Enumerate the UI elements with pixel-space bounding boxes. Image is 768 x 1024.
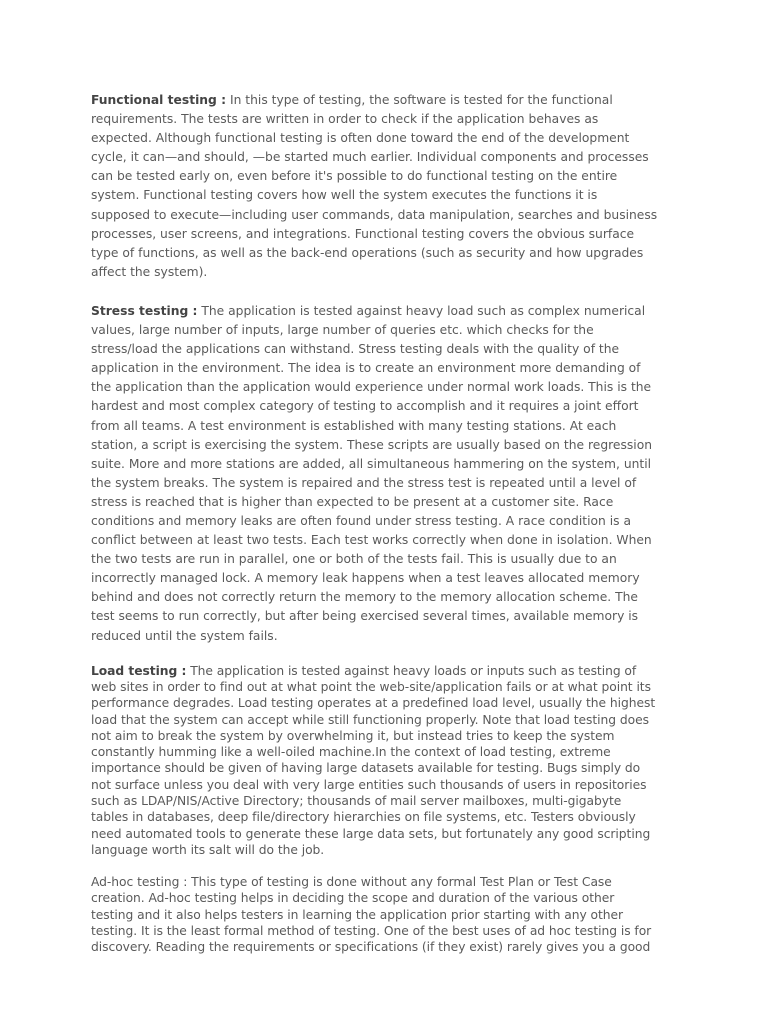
body-adhoc-testing: This type of testing is done without any formal Test Plan or Test Case creation. Ad-hoc testing helps in deciding the scope and duration of the various other testing and it also helps testers in learning the application prior starting with any other testing. It is the least formal method of testing. One of the best uses of ad hoc testing is for discovery. Reading the requirements or specifications (if they exist) rarely gives you a good [91,875,652,955]
paragraph-load-testing [91,663,659,859]
term-adhoc-testing: Ad-hoc testing : [91,875,188,890]
document-page [91,91,659,956]
term-stress-testing: Stress testing : [91,303,198,318]
paragraph-adhoc-testing [91,874,659,955]
body-functional-testing: In this type of testing, the software is tested for the functional requirements. The tests are written in order to check if the application behaves as expected. Although functional testing is often done toward the end of the development cycle, it can—and should, —be started much earlier. Individual components and processes can be tested early on, even before it's possible to do functional testing on the entire system. Functional testing covers how well the system executes the functions it is supposed to execute—including user commands, data manipulation, searches and business processes, user screens, and integrations. Functional testing covers the obvious surface type of functions, as well as the back-end operations (such as security and how upgrades affect the system). [91,93,658,279]
body-load-testing: The application is tested against heavy loads or inputs such as testing of web sites in order to find out at what point the web-site/application fails or at what point its performance degrades. Load testing operates at a predefined load level, usually the highest load that the system can accept while still functioning properly. Note that load testing does not aim to break the system by overwhelming it, but instead tries to keep the system constantly humming like a well-oiled machine.In the context of load testing, extreme importance should be given of having large datasets available for testing. Bugs simply do not surface unless you deal with very large entities such thousands of users in repositories such as LDAP/NIS/Active Directory; thousands of mail server mailboxes, multi-gigabyte tables in databases, deep file/directory hierarchies on file systems, etc. Testers obviously need automated tools to generate these large data sets, but fortunately any good scripting language worth its salt will do the job. [91,663,656,857]
term-load-testing: Load testing : [91,663,187,678]
paragraph-stress-testing [91,302,659,646]
body-stress-testing: The application is tested against heavy load such as complex numerical values, large number of inputs, large number of queries etc. which checks for the stress/load the applications can withstand. Stress testing deals with the quality of the application in the environment. The idea is to create an environment more demanding of the application than the application would experience under normal work loads. This is the hardest and most complex category of testing to accomplish and it requires a joint effort from all teams. A test environment is established with many testing stations. At each station, a script is exercising the system. These scripts are usually based on the regression suite. More and more stations are added, all simultaneous hammering on the system, until the system breaks. The system is repaired and the stress test is repeated until a level of stress is reached that is higher than expected to be present at a customer site. Race conditions and memory leaks are often found under stress testing. A race condition is a conflict between at least two tests. Each test works correctly when done in isolation. When the two tests are run in parallel, one or both of the tests fail. This is usually due to an incorrectly managed lock. A memory leak happens when a test leaves allocated memory behind and does not correctly return the memory to the memory allocation scheme. The test seems to run correctly, but after being exercised several times, available memory is reduced until the system fails. [91,303,653,643]
paragraph-functional-testing [91,91,659,282]
term-functional-testing: Functional testing : [91,93,227,107]
